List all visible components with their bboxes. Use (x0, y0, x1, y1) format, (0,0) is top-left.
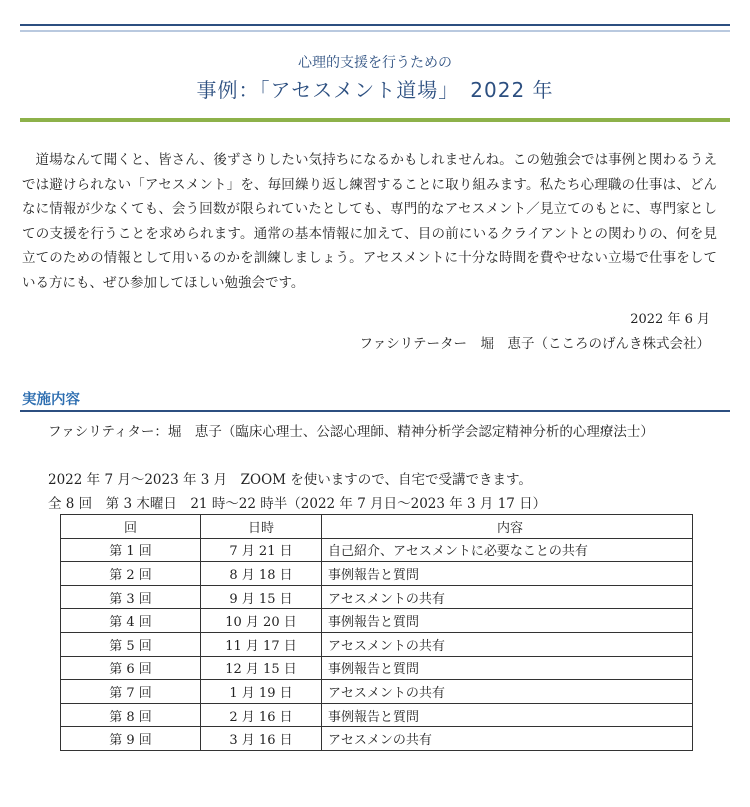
table-row (61, 680, 693, 704)
session-content: 事例報告と質問 (322, 609, 693, 633)
session-number: 第 3 回 (61, 585, 201, 609)
session-date: 10 月 20 日 (201, 609, 322, 633)
table-header-cell: 日時 (201, 515, 322, 539)
session-date: 7 月 21 日 (201, 538, 322, 562)
intro-facilitator: ファシリテーター 堀 恵子（こころのげんき株式会社） (359, 336, 710, 352)
title-divider (20, 118, 730, 122)
session-content: アセスメンの共有 (322, 727, 693, 751)
table-row (61, 632, 693, 656)
section-period: 2022 年 7 月～2023 年 3 月 ZOOM を使いますので、自宅で受講できます。 (48, 472, 532, 488)
session-content: 事例報告と質問 (322, 562, 693, 586)
header-rule-dark (20, 24, 730, 26)
session-number: 第 8 回 (61, 703, 201, 727)
table-row (61, 585, 693, 609)
header-rule-light (20, 30, 730, 32)
section-facilitator: ファシリティター：堀 恵子（臨床心理士、公認心理師、精神分析学会認定精神分析的心理療法士） (48, 424, 654, 440)
session-number: 第 5 回 (61, 632, 201, 656)
session-content: アセスメントの共有 (322, 585, 693, 609)
table-header-cell: 回 (61, 515, 201, 539)
session-table (60, 514, 693, 751)
table-row (61, 727, 693, 751)
session-number: 第 6 回 (61, 656, 201, 680)
session-content: アセスメントの共有 (322, 632, 693, 656)
session-content: 事例報告と質問 (322, 703, 693, 727)
session-number: 第 9 回 (61, 727, 201, 751)
session-content: 自己紹介、アセスメントに必要なことの共有 (322, 538, 693, 562)
session-date: 2 月 16 日 (201, 703, 322, 727)
session-number: 第 2 回 (61, 562, 201, 586)
session-number: 第 7 回 (61, 680, 201, 704)
table-header-cell: 内容 (322, 515, 693, 539)
session-content: アセスメントの共有 (322, 680, 693, 704)
session-date: 3 月 16 日 (201, 727, 322, 751)
table-header-row (61, 515, 693, 539)
session-date: 12 月 15 日 (201, 656, 322, 680)
session-date: 8 月 18 日 (201, 562, 322, 586)
table-row (61, 609, 693, 633)
session-number: 第 4 回 (61, 609, 201, 633)
table-row (61, 703, 693, 727)
session-number: 第 1 回 (61, 538, 201, 562)
table-row (61, 562, 693, 586)
page-title: 事例：「アセスメント道場」 2022 年 (196, 78, 554, 102)
session-date: 9 月 15 日 (201, 585, 322, 609)
section-heading: 実施内容 (22, 392, 80, 408)
intro-date: 2022 年 6 月 (630, 312, 710, 327)
table-row (61, 538, 693, 562)
intro-paragraph: 道場なんて聞くと、皆さん、後ずさりしたい気持ちになるかもしれませんね。この勉強会では事例と関わるうえでは避けられない「アセスメント」を、毎回繰り返し練習することに取り組みます。私たち心理職の仕事は、どんなに情報が少なくても、会う回数が限られていたとしても、専門的なアセスメント／見立てのもとに、専門家としての支援を行うことを求められます。通常の基本情報に加えて、目の前にいるクライアントとの関わりの、何を見立てのための情報として用いるのかを訓練しましょう。アセスメントに十分な時間を費やせない立場で仕事をしている方にも、ぜひ参加してほしい勉強会です。 (22, 152, 717, 291)
section-schedule: 全 8 回 第 3 木曜日 21 時～22 時半（2022 年 7 月日～2023 年 3 月 17 日） (48, 496, 547, 512)
session-content: 事例報告と質問 (322, 656, 693, 680)
table-row (61, 656, 693, 680)
session-date: 1 月 19 日 (201, 680, 322, 704)
page-subtitle: 心理的支援を行うための (298, 55, 452, 71)
section-divider (20, 410, 730, 412)
session-date: 11 月 17 日 (201, 632, 322, 656)
